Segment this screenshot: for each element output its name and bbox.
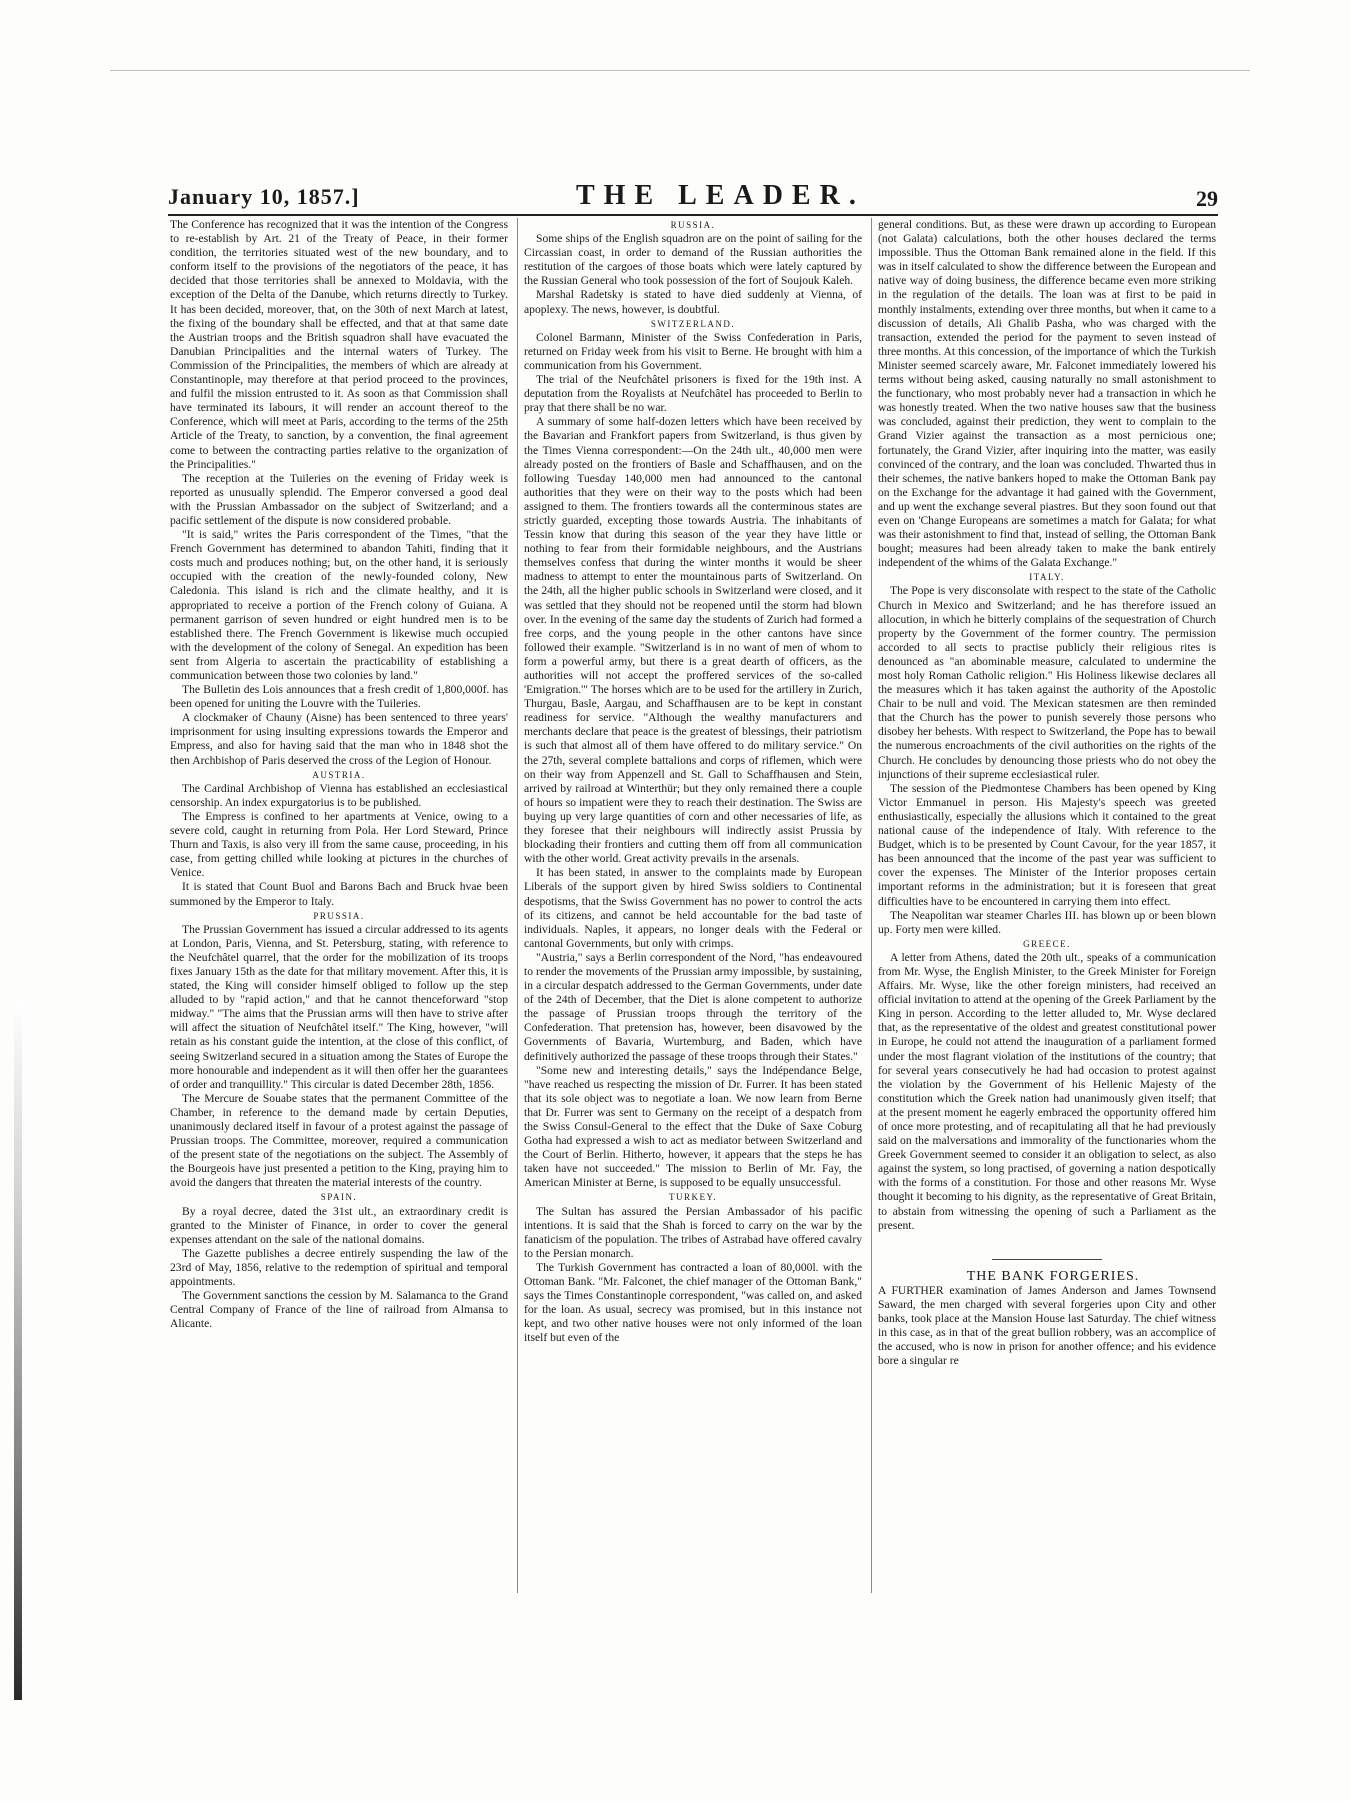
binding-shadow xyxy=(14,1000,22,1700)
article-paragraph: The Gazette publishes a decree entirely suspending the law of the 23rd of May, 1856, relative to the redemption of spiritual and temporal appointments. xyxy=(170,1246,508,1289)
article-paragraph: The Turkish Government has contracted a loan of 80,000l. with the Ottoman Bank. "Mr. Falconet, the chief manager of the Ottoman Bank," says the Times Constantinople correspondent, "was called on, and asked for the loan. As usual, secrecy was promised, but in this instance not kept, and two other native houses were not only informed of the loan itself but even of the xyxy=(524,1260,862,1345)
article-paragraph: The session of the Piedmontese Chambers has been opened by King Victor Emmanuel in person. His Majesty's speech was greeted enthusiastically, especially the allusions which it contained to the great national cause of the independence of Italy. With reference to the Budget, which is to be presented by Count Cavour, for the year 1857, it has been announced that the income of the past year was sufficient to cover the expenses. The Minister of the Interior proposes certain important reforms in the administration; but it is foreseen that great difficulties have to be encountered in carrying them into effect. xyxy=(878,781,1216,908)
article-paragraph: Colonel Barmann, Minister of the Swiss Confederation in Paris, returned on Friday week from his visit to Berne. He brought with him a communication from his Government. xyxy=(524,330,862,372)
section-heading-italy: ITALY. xyxy=(1029,572,1065,583)
article-paragraph: "Austria," says a Berlin correspondent of the Nord, "has endeavoured to render the movements of the Prussian army impossible, by sustaining, in a circular despatch addressed to the German Governments, under date of the 24th of December, that the Diet is alone competent to authorize the passage of Prussian troops through the territory of the Confederation. That pretension has, however, been disavowed by the Governments of Bavaria, Wurtemburg, and Baden, which have definitively authorized the passage of these troops through their States." xyxy=(524,950,862,1063)
article-paragraph: "Some new and interesting details," says the Indépendance Belge, "have reached us respecting the mission of Dr. Furrer. It has been stated that its sole object was to negotiate a loan. We now learn from Berne that Dr. Furrer was sent to Germany on the receipt of a despatch from the Swiss Consul-General to the effect that the Duke of Saxe Coburg Gotha had expressed a wish to act as mediator between Switzerland and the Court of Berlin. Hitherto, however, it appears that the steps he has taken have not succeeded." The mission to Berlin of Mr. Fay, the American Minister at Berne, is supposed to be equally unsuccessful. xyxy=(524,1063,862,1190)
section-heading-greece: GREECE. xyxy=(1023,938,1071,949)
article-paragraph: The trial of the Neufchâtel prisoners is fixed for the 19th inst. A deputation from the Royalists at Neufchâtel has proceeded to Berlin to pray that there shall be no war. xyxy=(524,373,862,415)
article-paragraph: It has been stated, in answer to the complaints made by European Liberals of the support given by hired Swiss soldiers to Continental despotisms, that the Swiss Government has no power to control the acts of its citizens, and cannot be held accountable for the bad taste of individuals. Naples, it appears, no longer deals with the Federal or cantonal Governments, but only with crimps. xyxy=(524,866,862,950)
article-paragraph: The Prussian Government has issued a circular addressed to its agents at London, Paris, Vienna, and St. Petersburg, stating, with reference to the Neufchâtel quarrel, that the order for the mobilization of its troops fixes January 15th as the date for that military movement. After this, it is stated, the King will consider himself obliged to follow up the step alluded to by "rapid action," and that he cannot thenceforward "stop midway." "The aims that the Prussian arms will then have to strive after will affect the situation of Neufchâtel itself." The King, however, "will retain as his constant guide the intention, at the close of this conflict, of seeing Switzerland secured in a situation among the States of Europe the more honourable and independent as it will then offer her the guarantees of order and tranquillity." This circular is dated December 28th, 1856. xyxy=(170,922,508,1091)
article-paragraph: It is stated that Count Buol and Barons Bach and Bruck hvae been summoned by the Emperor to Italy. xyxy=(170,880,508,908)
header-rule xyxy=(168,214,1218,216)
article-paragraph: general conditions. But, as these were drawn up according to European (not Galata) calculations, both the other houses declared the terms impossible. Thus the Ottoman Bank remained alone in the field. If this was in itself calculated to show the difference between the European and native way of doing business, the difference became even more striking in the regulation of the details. The loan was at first to be paid in monthly instalments, extending over three months, but when it came to a discussion of details, Ali Ghalib Pasha, who was charged with the transaction, extended the period for the payment to seven instead of three months. At this concession, of the importance of which the Turkish Minister seemed scarcely aware, Mr. Falconet immediately lowered his terms without being asked, causing naturally no small astonishment to the functionary, who most probably never had a transaction in which he was honestly treated. When the two native houses saw that the business was concluded, against their prediction, they went to complain to the Grand Vizier against the transaction as a most pernicious one; fortunately, the Grand Vizier, after inquiring into the matter, was easily convinced of the contrary, and the loan was concluded. Thwarted thus in their schemes, the native bankers hoped to make the Ottoman Bank pay on the Exchange for the advantage it had gained with the Government, and up went the exchange several piastres. But they soon found out that even on 'Change Europeans are sometimes a match for Galata; for what was their astonishment to find that, instead of selling, the Ottoman Bank bought; measures had been already taken to make the bank entirely independent of the whims of the Galata Exchange." xyxy=(878,218,1216,570)
section-divider xyxy=(992,1259,1102,1260)
article-paragraph: The Government sanctions the cession by M. Salamanca to the Grand Central Company of France of the line of railroad from Almansa to Alicante. xyxy=(170,1289,508,1331)
article-paragraph: The Mercure de Souabe states that the permanent Committee of the Chamber, in reference to the demand made by certain Deputies, unanimously declared itself in favour of a protest against the passage of Prussian troops. The Committee, moreover, required a communication of the present state of the negotiations on the subject. The Assembly of the Bourgeois have just presented a petition to the King, praying him to avoid the dangers that threaten the material interests of the country. xyxy=(170,1091,508,1190)
article-paragraph: A clockmaker of Chauny (Aisne) has been sentenced to three years' imprisonment for using insulting expressions towards the Emperor and Empress, and also for having said that the man who in 1848 shot the then Archbishop of Paris deserved the cross of the Legion of Honour. xyxy=(170,711,508,767)
section-heading-spain: SPAIN. xyxy=(320,1192,358,1203)
article-paragraph: The Cardinal Archbishop of Vienna has established an ecclesiastical censorship. An index expurgatorius is to be published. xyxy=(170,781,508,809)
article-paragraph: The reception at the Tuileries on the evening of Friday week is reported as unusually splendid. The Emperor conversed a good deal with the Prussian Ambassador on the subject of Switzerland; and a pacific settlement of the dispute is now considered probable. xyxy=(170,471,508,527)
section-heading-bank-forgeries: THE BANK FORGERIES. xyxy=(966,1268,1140,1284)
article-paragraph: "It is said," writes the Paris correspondent of the Times, "that the French Government has determined to abandon Tahiti, finding that it costs much and produces nothing; but, on the other hand, it is seriously occupied with the creation of the newly-founded colony, New Caledonia. This island is rich and the climate healthy, and it is appropriated to receive a portion of the French colony of Guiana. A permanent garrison of seven hundred or eight hundred men is to be established there. The French Government is likewise much occupied with the development of the colony of Senegal. An expedition has been sent from Algeria to ascertain the practicability of establishing a communication between those two colonies by land." xyxy=(170,528,508,682)
article-paragraph: The Empress is confined to her apartments at Venice, owing to a severe cold, caught in returning from Pola. Her Lord Steward, Prince Thurn and Taxis, is also very ill from the same cause, proceeding, in his case, from getting chilled while looking at pictures in the churches of Venice. xyxy=(170,809,508,880)
article-paragraph: A summary of some half-dozen letters which have been received by the Bavarian and Frankfort papers from Switzerland, is thus given by the Times Vienna correspondent:—On the 24th ult., 40,000 men were already posted on the frontiers of Basle and Schaffhausen, and on the following Tuesday 140,000 men had announced to the cantonal authorities that they were on their way to the posts which had been assigned to them. The frontiers towards all the conterminous states are strictly guarded, excepting those towards Austria. The inhabitants of Tessin know that during this season of the year they have little or nothing to fear from their formidable neighbours, and the Austrians themselves confess that during the winter months it would be sheer madness to attempt to enter the mountainous parts of Switzerland. On the 24th, all the higher public schools in Switzerland were closed, and it was settled that they should not be reopened until the storm had blown over. In the evening of the same day the students of Zurich had formed a free corps, and the young people in the other cantons have since followed their example. "Switzerland is in no want of men of whom to form a powerful army, but there is a great dearth of officers, as the authorities will not accept the proffered services of the so-called 'Emigration.'" The horses which are to be used for the artillery in Zurich, Thurgau, Basle, Aargau, and Schaffhausen are to be kept in constant readiness for service. "Although the wealthy manufacturers and merchants declare that peace is the greatest of blessings, their patriotism is such that almost all of them have offered to do military service." On the 27th, several complete battalions and corps of riflemen, which were on their way from Appenzell and St. Gall to Schaffhausen and Stein, arrived by railroad at Winterthür; but they only remained there a couple of hours so impatient were they to reach their destination. The Swiss are buying up very large quantities of corn and other necessaries of life, as they foresee that their neighbours will indirectly assist Prussia by blockading their frontiers and cutting them off from all communication with the other world. Great activity prevails in the arsenals. xyxy=(524,415,862,866)
article-paragraph: The Conference has recognized that it was the intention of the Congress to re-establish by Art. 21 of the Treaty of Peace, in their former condition, the territories situated west of the new boundary, and to conform itself to the provisions of the negotiators of the peace, it has decided that those territories shall be annexed to Moldavia, with the exception of the Delta of the Danube, which returns directly to Turkey. It has been decided, moreover, that, on the 30th of next March at latest, the fixing of the boundary shall be effected, and that at that same date the Austrian troops and the British squadron shall have evacuated the Danubian Principalities and the internal waters of Turkey. The Commission of the Principalities, the members of which are already at Constantinople, may therefore at that period proceed to the provinces, and fulfil the mission entrusted to it. As soon as that Commission shall have terminated its labours, it will render an account thereof to the Conference, which will meet at Paris, according to the terms of the 25th Article of the Treaty, to sanction, by a convention, the final agreement come to between the contracting parties relative to the organization of the Principalities." xyxy=(170,218,508,471)
scan-edge-line xyxy=(110,70,1250,71)
article-paragraph: The Sultan has assured the Persian Ambassador of his pacific intentions. It is said that the Shah is forced to carry on the war by the fanaticism of the population. The tribes of Astrabad have offered cavalry to the Persian monarch. xyxy=(524,1204,862,1260)
section-heading-switzerland: SWITZERLAND. xyxy=(650,318,736,329)
section-heading-prussia: PRUSSIA. xyxy=(313,910,365,921)
article-paragraph: The Bulletin des Lois announces that a fresh credit of 1,800,000f. has been opened for uniting the Louvre with the Tuileries. xyxy=(170,683,508,711)
article-paragraph: By a royal decree, dated the 31st ult., an extraordinary credit is granted to the Minister of Finance, in order to cover the general expenses attendant on the sale of the national domains. xyxy=(170,1204,508,1246)
column-3 xyxy=(878,218,1216,1618)
article-paragraph: The Pope is very disconsolate with respect to the state of the Catholic Church in Mexico and Switzerland; and he has therefore issued an allocution, in which he bitterly complains of the sequestration of Church property by the Government of the former country. The permission accorded to all sects to practise publicly their religious rites is denounced as "an abominable measure, calculated to undermine the most holy Roman Catholic religion." His Holiness likewise declares all the measures which it has taken against the authority of the Apostolic Chair to be null and void. The Mexican statesmen are then reminded that the Church has the power to punish severely those persons who disobey her behests. With respect to Switzerland, the Pope has to bewail the numerous encroachments of the civil authorities on the rights of the Church. He concludes by denouncing those priests who do not obey the injunctions of their supreme ecclesiastical ruler. xyxy=(878,584,1216,781)
article-paragraph: A letter from Athens, dated the 20th ult., speaks of a communication from Mr. Wyse, the English Minister, to the Greek Minister for Foreign Affairs. Mr. Wyse, like the other foreign ministers, had received an official invitation to attend at the opening of the Greek Parliament by the King in person. According to the letter alluded to, Mr. Wyse declared that, as the representative of the oldest and greatest constitutional power in Europe, he could not attend the inauguration of a parliament formed under the most flagrant violation of the institutions of the country; that for several years consecutively he had had occasion to protest against the violation by the Government of his Hellenic Majesty of the constitution which the Greek nation had unanimously given itself; that at the present moment he eagerly embraced the opportunity offered him of once more protesting, and of recapitulating all that he had previously said on the malversations and immorality of the functionaries whom the Greek Government seemed to consider it an obligation to select, as also against the system, so long practised, of governing a nation despotically with the forms of a constitution. For those and other reasons Mr. Wyse thought it becoming to his dignity, as the representative of Great Britain, to abstain from witnessing the opening of such a Parliament as the present. xyxy=(878,950,1216,1232)
column-divider xyxy=(517,218,518,1593)
page-header xyxy=(168,180,1218,214)
masthead-title: THE LEADER. xyxy=(576,180,865,211)
article-paragraph: Marshal Radetsky is stated to have died suddenly at Vienna, of apoplexy. The news, however, is doubtful. xyxy=(524,288,862,316)
article-paragraph: A FURTHER examination of James Anderson and James Townsend Saward, the men charged with several forgeries upon City and other banks, took place at the Mansion House last Saturday. The chief witness in this case, as in that of the great bullion robbery, was an accomplice of the accused, who is now in prison for another offence; and his evidence bore a singular re xyxy=(878,1283,1216,1368)
issue-date: January 10, 1857.] xyxy=(168,184,360,209)
column-divider xyxy=(871,218,872,1593)
section-heading-austria: AUSTRIA. xyxy=(312,769,366,780)
section-heading-turkey: TURKEY. xyxy=(668,1192,718,1203)
article-paragraph: The Neapolitan war steamer Charles III. has blown up or been blown up. Forty men were killed. xyxy=(878,908,1216,936)
column-1 xyxy=(170,218,508,1618)
article-paragraph: Some ships of the English squadron are on the point of sailing for the Circassian coast, in order to demand of the Russian authorities the restitution of the cargoes of those boats which were lately captured by the Russian General who took possession of the fort of Soujouk Kaleh. xyxy=(524,232,862,288)
page-number: 29 xyxy=(1196,186,1218,211)
section-heading-russia: RUSSIA. xyxy=(670,220,716,230)
column-2 xyxy=(524,218,862,1618)
